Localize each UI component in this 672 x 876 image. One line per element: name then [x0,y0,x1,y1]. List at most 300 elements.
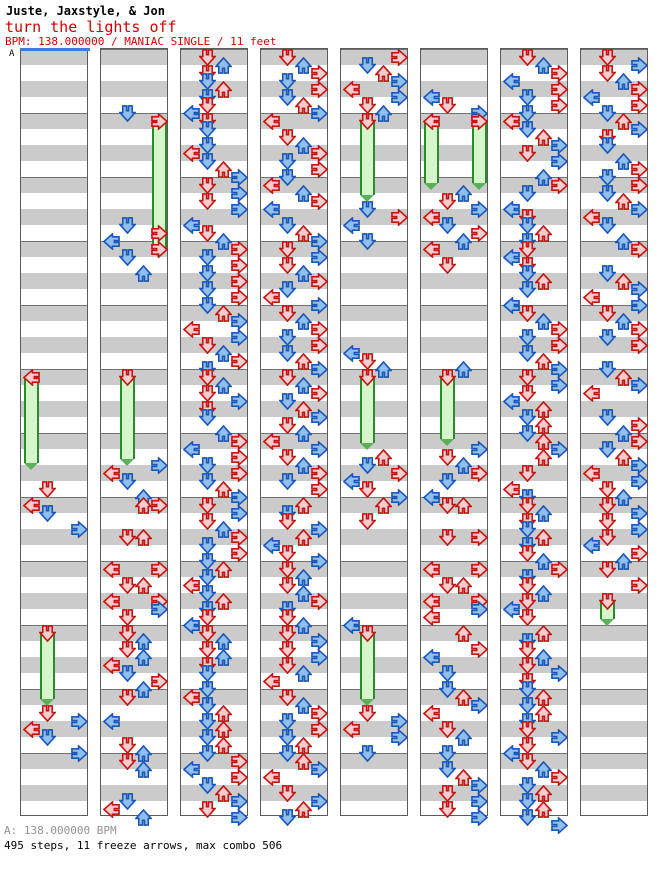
note-arrow-up [535,585,552,602]
note-arrow-up [615,193,632,210]
note-arrow-down [439,529,456,546]
note-arrow-down [519,105,536,122]
note-arrow-down [439,193,456,210]
note-arrow-right [471,641,488,658]
note-arrow-right [471,201,488,218]
note-arrow-up [535,529,552,546]
note-arrow-right [551,729,568,746]
note-arrow-up [215,705,232,722]
note-arrow-up [455,729,472,746]
note-arrow-down [279,369,296,386]
note-arrow-up [535,553,552,570]
note-arrow-right [231,545,248,562]
note-arrow-up [215,305,232,322]
note-arrow-down [519,593,536,610]
song-title: turn the lights off [5,18,177,36]
note-arrow-right [631,297,648,314]
note-arrow-right [471,777,488,794]
freeze-arrow-body-down [360,121,375,195]
note-arrow-left [263,673,280,690]
freeze-arrow-tail-left [24,463,38,470]
note-arrow-down [279,809,296,826]
note-arrow-right [231,201,248,218]
freeze-arrow-body-down [440,377,455,439]
note-arrow-right [231,289,248,306]
note-arrow-right [311,761,328,778]
note-arrow-down [519,777,536,794]
note-arrow-left [263,177,280,194]
note-arrow-left [503,745,520,762]
note-arrow-up [535,57,552,74]
note-arrow-down [519,121,536,138]
note-arrow-down [199,337,216,354]
note-arrow-up [535,625,552,642]
note-arrow-down [199,193,216,210]
freeze-arrow-tail-left [424,183,438,190]
note-arrow-down [519,721,536,738]
note-arrow-right [311,385,328,402]
note-arrow-up [615,273,632,290]
note-arrow-right [631,505,648,522]
note-arrow-left [103,593,120,610]
note-arrow-left [423,89,440,106]
note-arrow-left [103,465,120,482]
note-arrow-right [311,297,328,314]
note-arrow-down [599,593,616,610]
note-arrow-left [343,217,360,234]
note-arrow-right [231,329,248,346]
note-arrow-right [311,233,328,250]
note-arrow-down [199,369,216,386]
note-arrow-down [439,97,456,114]
note-arrow-left [183,617,200,634]
note-arrow-down [119,529,136,546]
note-arrow-up [615,553,632,570]
note-arrow-left [583,289,600,306]
note-arrow-up [215,481,232,498]
note-arrow-left [423,593,440,610]
note-arrow-left [263,289,280,306]
note-arrow-up [295,185,312,202]
note-arrow-right [231,793,248,810]
note-arrow-down [359,233,376,250]
note-arrow-right [231,313,248,330]
note-arrow-right [391,489,408,506]
note-arrow-up [455,185,472,202]
note-arrow-down [279,545,296,562]
footer-stats: 495 steps, 11 freeze arrows, max combo 506 [4,839,283,852]
note-arrow-down [359,705,376,722]
note-arrow-up [375,449,392,466]
note-arrow-left [183,321,200,338]
note-arrow-up [295,353,312,370]
note-arrow-down [519,409,536,426]
freeze-arrow-body-down [360,633,375,699]
song-artist: Juste, Jaxstyle, & Jon [6,4,165,18]
note-arrow-down [199,697,216,714]
note-arrow-down [599,329,616,346]
note-arrow-up [135,633,152,650]
note-arrow-right [311,65,328,82]
note-arrow-left [503,73,520,90]
note-arrow-left [23,497,40,514]
note-arrow-down [119,249,136,266]
note-arrow-up [615,369,632,386]
note-arrow-right [631,473,648,490]
note-arrow-down [199,681,216,698]
note-arrow-right [631,57,648,74]
note-arrow-right [311,721,328,738]
note-arrow-down [199,177,216,194]
note-arrow-left [503,297,520,314]
note-arrow-down [599,49,616,66]
note-arrow-up [135,265,152,282]
note-arrow-left [183,105,200,122]
note-arrow-up [295,265,312,282]
note-arrow-down [279,49,296,66]
note-arrow-up [215,521,232,538]
freeze-arrow-tail-down [360,443,374,450]
note-arrow-up [375,361,392,378]
note-arrow-down [439,369,456,386]
bpm-difficulty-line: BPM: 138.000000 / MANIAC SINGLE / 11 feet [5,35,277,48]
note-arrow-left [103,657,120,674]
note-arrow-right [471,529,488,546]
note-arrow-left [423,649,440,666]
note-arrow-left [263,113,280,130]
note-arrow-down [279,241,296,258]
note-arrow-right [231,393,248,410]
note-arrow-right [551,153,568,170]
note-arrow-right [631,161,648,178]
note-arrow-down [279,329,296,346]
note-arrow-right [551,65,568,82]
note-arrow-right [551,81,568,98]
note-arrow-right [631,377,648,394]
note-arrow-down [279,625,296,642]
note-arrow-up [295,617,312,634]
chart-column-6 [420,48,488,816]
note-arrow-left [343,721,360,738]
note-arrow-down [279,609,296,626]
note-arrow-down [199,777,216,794]
note-arrow-right [391,209,408,226]
note-arrow-up [295,57,312,74]
note-arrow-right [631,433,648,450]
note-arrow-up [215,593,232,610]
note-arrow-up [215,737,232,754]
note-arrow-up [135,649,152,666]
note-arrow-left [583,385,600,402]
note-arrow-left [423,489,440,506]
note-arrow-down [599,265,616,282]
note-arrow-up [215,377,232,394]
note-arrow-down [199,745,216,762]
note-arrow-down [359,353,376,370]
note-arrow-up [455,577,472,594]
note-arrow-down [599,65,616,82]
note-arrow-up [295,497,312,514]
note-arrow-right [551,361,568,378]
note-arrow-right [311,633,328,650]
note-arrow-up [455,625,472,642]
note-arrow-right [71,521,88,538]
note-arrow-down [279,713,296,730]
note-arrow-right [631,417,648,434]
note-arrow-left [583,537,600,554]
chart-column-1 [20,48,88,816]
note-arrow-right [311,81,328,98]
note-arrow-right [551,321,568,338]
note-arrow-down [439,217,456,234]
note-arrow-down [199,297,216,314]
note-arrow-up [455,457,472,474]
note-arrow-up [215,785,232,802]
note-arrow-left [583,209,600,226]
note-arrow-down [279,73,296,90]
note-arrow-up [215,161,232,178]
note-arrow-left [23,721,40,738]
note-arrow-down [519,809,536,826]
note-arrow-up [295,457,312,474]
note-arrow-right [311,793,328,810]
note-arrow-up [215,57,232,74]
note-arrow-left [263,433,280,450]
note-arrow-down [519,369,536,386]
note-arrow-right [391,465,408,482]
note-arrow-down [519,425,536,442]
note-arrow-left [103,801,120,818]
note-arrow-right [231,185,248,202]
note-arrow-left [423,609,440,626]
note-arrow-down [519,217,536,234]
note-arrow-down [519,657,536,674]
note-arrow-up [295,569,312,586]
note-arrow-down [119,625,136,642]
note-arrow-down [279,257,296,274]
note-arrow-up [215,561,232,578]
note-arrow-down [519,577,536,594]
note-arrow-down [599,169,616,186]
note-arrow-down [279,417,296,434]
note-arrow-up [455,497,472,514]
note-arrow-right [391,49,408,66]
note-arrow-down [199,137,216,154]
note-arrow-down [279,217,296,234]
note-arrow-right [231,769,248,786]
note-arrow-up [135,577,152,594]
note-arrow-up [535,313,552,330]
note-arrow-right [631,337,648,354]
note-arrow-down [199,665,216,682]
note-arrow-up [295,401,312,418]
note-arrow-right [151,241,168,258]
note-arrow-up [615,233,632,250]
note-arrow-left [423,705,440,722]
note-arrow-up [135,809,152,826]
note-arrow-up [535,761,552,778]
note-arrow-down [199,801,216,818]
note-arrow-down [439,497,456,514]
note-arrow-right [231,433,248,450]
note-arrow-right [471,465,488,482]
note-arrow-down [279,345,296,362]
note-arrow-down [519,641,536,658]
note-arrow-right [391,89,408,106]
note-arrow-up [215,721,232,738]
note-arrow-right [471,793,488,810]
note-arrow-up [375,497,392,514]
note-arrow-right [71,745,88,762]
note-arrow-left [583,89,600,106]
note-arrow-right [391,729,408,746]
note-arrow-down [519,329,536,346]
note-arrow-left [343,81,360,98]
note-arrow-down [119,609,136,626]
note-arrow-right [231,449,248,466]
note-arrow-down [359,625,376,642]
note-arrow-down [519,89,536,106]
note-arrow-up [295,425,312,442]
note-arrow-down [439,665,456,682]
chart-column-3 [180,48,248,816]
note-arrow-down [519,385,536,402]
note-arrow-down [39,625,56,642]
chart-column-2 [100,48,168,816]
note-arrow-left [503,249,520,266]
note-arrow-up [615,449,632,466]
note-arrow-right [311,441,328,458]
note-arrow-down [279,449,296,466]
note-arrow-right [231,505,248,522]
note-arrow-up [295,529,312,546]
note-arrow-right [151,673,168,690]
note-arrow-down [519,465,536,482]
note-arrow-up [135,745,152,762]
note-arrow-down [199,249,216,266]
note-arrow-up [535,705,552,722]
note-arrow-down [599,217,616,234]
note-arrow-down [119,641,136,658]
note-arrow-right [231,273,248,290]
freeze-arrow-tail-down [440,439,454,446]
freeze-arrow-body-down [360,377,375,443]
note-arrow-down [39,505,56,522]
note-arrow-left [503,601,520,618]
note-arrow-down [199,225,216,242]
note-arrow-right [231,241,248,258]
note-arrow-up [215,345,232,362]
note-arrow-down [279,89,296,106]
note-arrow-down [359,513,376,530]
note-arrow-left [183,217,200,234]
note-arrow-down [199,713,216,730]
note-arrow-left [103,561,120,578]
note-arrow-right [631,97,648,114]
note-arrow-up [215,649,232,666]
chart-column-8 [580,48,648,816]
note-arrow-right [471,113,488,130]
note-arrow-down [279,393,296,410]
note-arrow-down [439,801,456,818]
note-arrow-right [631,281,648,298]
note-arrow-down [39,705,56,722]
note-arrow-up [295,137,312,154]
note-arrow-up [535,129,552,146]
note-arrow-right [311,337,328,354]
note-arrow-up [615,153,632,170]
note-arrow-up [535,353,552,370]
note-arrow-right [151,561,168,578]
freeze-arrow-body-down [120,377,135,459]
note-arrow-up [615,313,632,330]
note-arrow-down [199,153,216,170]
note-arrow-down [519,145,536,162]
note-arrow-up [535,785,552,802]
note-arrow-left [103,233,120,250]
note-arrow-up [135,681,152,698]
note-arrow-down [199,729,216,746]
note-arrow-up [535,273,552,290]
note-arrow-down [119,217,136,234]
note-arrow-right [151,225,168,242]
note-arrow-right [631,321,648,338]
note-arrow-down [439,449,456,466]
note-arrow-down [199,97,216,114]
note-arrow-down [279,281,296,298]
note-arrow-down [519,793,536,810]
note-arrow-down [279,305,296,322]
note-arrow-right [311,649,328,666]
footer-bpm-label: A: 138.000000 BPM [4,824,117,837]
note-arrow-down [279,729,296,746]
note-arrow-right [551,177,568,194]
note-arrow-right [311,409,328,426]
note-arrow-left [263,537,280,554]
freeze-arrow-tail-down [600,619,614,626]
note-arrow-down [519,241,536,258]
note-arrow-up [295,313,312,330]
note-arrow-up [375,65,392,82]
note-arrow-down [599,441,616,458]
note-arrow-down [199,281,216,298]
note-arrow-up [215,81,232,98]
note-arrow-down [39,481,56,498]
note-arrow-down [439,681,456,698]
note-arrow-up [535,417,552,434]
note-arrow-right [551,337,568,354]
note-arrow-right [311,273,328,290]
note-arrow-up [615,73,632,90]
note-arrow-right [231,465,248,482]
note-arrow-left [343,473,360,490]
note-arrow-down [279,657,296,674]
note-arrow-down [519,681,536,698]
chart-column-5 [340,48,408,816]
note-arrow-down [279,473,296,490]
note-arrow-down [199,497,216,514]
note-arrow-right [231,353,248,370]
note-arrow-left [183,689,200,706]
note-arrow-right [231,753,248,770]
note-arrow-right [631,577,648,594]
note-arrow-right [471,561,488,578]
note-arrow-down [599,409,616,426]
note-arrow-down [119,793,136,810]
note-arrow-right [391,713,408,730]
note-arrow-down [119,665,136,682]
freeze-arrow-tail-right [472,183,486,190]
